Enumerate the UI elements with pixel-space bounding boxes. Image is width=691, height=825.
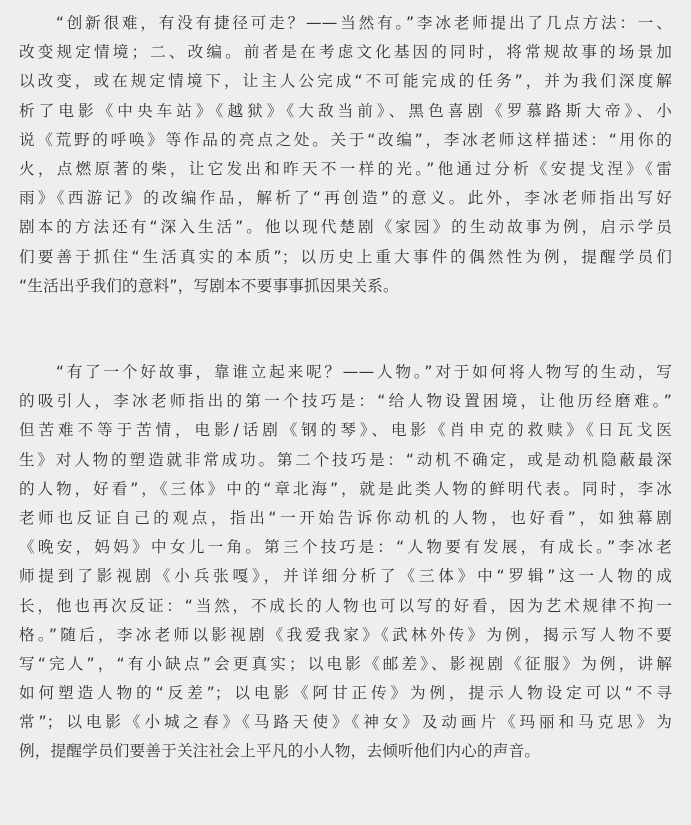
paragraph-shortcuts: [19, 9, 672, 301]
text-line: 改变规定情境；二、改编。前者是在考虑文化基因的同时，将常规故事的场景加: [19, 43, 672, 62]
text-line: 《晚安，妈妈》中女儿一角。第三个技巧是：“人物要有发展，有成长。”李冰老: [19, 538, 672, 557]
text-line: 剧本的方法还有“深入生活”。他以现代楚剧《家园》的生动故事为例，启示学员: [19, 218, 672, 237]
text-line: 老师也反证自己的观点，指出“一开始告诉你动机的人物，也好看”，如独幕剧: [19, 508, 672, 527]
text-line: 常”；以电影《小城之春》《马路天使》《神女》及动画片《玛丽和马克思》为: [19, 713, 672, 732]
text-line: “有了一个好故事，靠谁立起来呢？——人物。”对于如何将人物写的生动，写: [19, 363, 672, 381]
text-line: “创新很难，有没有捷径可走？——当然有。”李冰老师提出了几点方法：一、: [19, 14, 672, 32]
text-line: “生活出乎我们的意料”，写剧本不要事事抓因果关系。: [19, 276, 399, 295]
text-line: 格。”随后，李冰老师以影视剧《我爱我家》《武林外传》为例，揭示写人物不要: [19, 625, 672, 644]
text-line: 但苦难不等于苦情，电影/话剧《钢的琴》、电影《肖申克的救赎》《日瓦戈医: [19, 421, 672, 440]
text-line: 雨》《西游记》的改编作品，解析了“再创造”的意义。此外，李冰老师指出写好: [19, 189, 672, 208]
text-line: 说《荒野的呼唤》等作品的亮点之处。关于“改编”，李冰老师这样描述：“用你的: [19, 130, 672, 149]
text-line: 例，提醒学员们要善于关注社会上平凡的小人物，去倾听他们内心的声音。: [19, 742, 541, 761]
text-line: 们要善于抓住“生活真实的本质”；以历史上重大事件的偶然性为例，提醒学员们: [19, 247, 672, 266]
paragraph-characters: [19, 358, 672, 767]
text-line: 师提到了影视剧《小兵张嘎》，并详细分析了《三体》中“罗辑”这一人物的成: [19, 567, 672, 586]
text-line: 析了电影《中央车站》《越狱》《大敌当前》、黑色喜剧《罗慕路斯大帝》、小: [19, 101, 672, 120]
text-line: 以改变，或在规定情境下，让主人公完成“不可能完成的任务”，并为我们深度解: [19, 72, 672, 91]
text-line: 的吸引人，李冰老师指出的第一个技巧是：“给人物设置困境，让他历经磨难。”: [19, 392, 672, 411]
text-line: 如何塑造人物的“反差”；以电影《阿甘正传》为例，提示人物设定可以“不寻: [19, 684, 672, 703]
text-line: 生》对人物的塑造就非常成功。第二个技巧是：“动机不确定，或是动机隐蔽最深: [19, 450, 672, 469]
text-line: 的人物，好看”，《三体》中的“章北海”，就是此类人物的鲜明代表。同时，李冰: [19, 479, 672, 498]
text-line: 长，他也再次反证：“当然，不成长的人物也可以写的好看，因为艺术规律不拘一: [19, 596, 672, 615]
text-line: 写“完人”，“有小缺点”会更真实；以电影《邮差》、影视剧《征服》为例，讲解: [19, 654, 672, 673]
text-line: 火，点燃原著的柴，让它发出和昨天不一样的光。”他通过分析《安提戈涅》《雷: [19, 159, 672, 178]
